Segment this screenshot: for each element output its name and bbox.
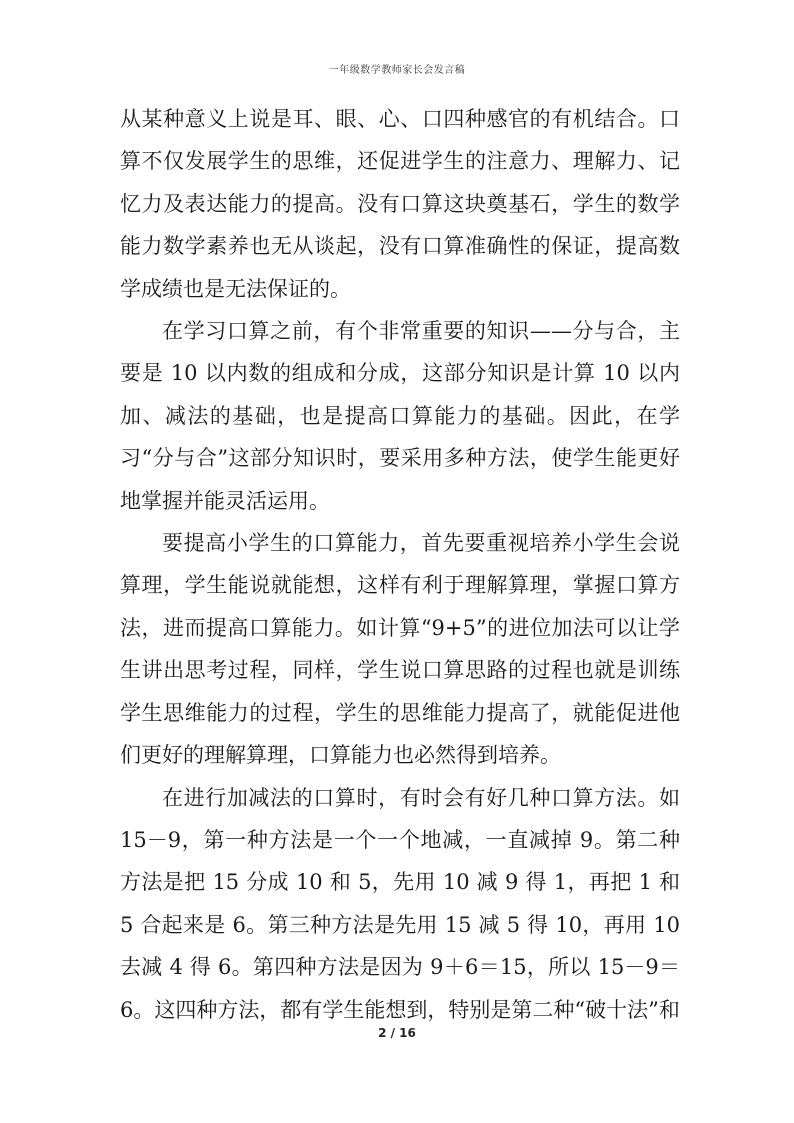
- page-header-title: 一年级数学教师家长会发言稿: [328, 65, 466, 76]
- page-number: 2 / 16: [378, 1026, 416, 1040]
- paragraph-4: 在进行加减法的口算时，有时会有好几种口算方法。如 15－9，第一种方法是一个一个地减，一直减掉 9。第二种方法是把 15 分成 10 和 5，先用 10 减 9 得 1，再把 1 和 5 合起来是 6。第三种方法是先用 15 减 5 得 10，再用 10 去减 4 得 6。第四种方法是因为 9＋6＝15，所以 15－9＝6。这四种方法，都有学生能想到，特别是第二种“破十法”和: [120, 785, 680, 1022]
- body-text: [120, 98, 680, 1031]
- paragraph-3: 要提高小学生的口算能力，首先要重视培养小学生会说算理，学生能说就能想，这样有利于理解算理，掌握口算方法，进而提高口算能力。如计算“9+5”的进位加法可以让学生讲出思考过程，同样，学生说口算思路的过程也就是训练学生思维能力的过程，学生的思维能力提高了，就能促进他们更好的理解算理，口算能力也必然得到培养。: [120, 531, 680, 768]
- paragraph-2: 在学习口算之前，有个非常重要的知识——分与合，主要是 10 以内数的组成和分成，这部分知识是计算 10 以内加、减法的基础，也是提高口算能力的基础。因此，在学习“分与合”这部分知识时，要采用多种方法，使学生能更好地掌握并能灵活运用。: [120, 319, 680, 513]
- paragraph-1: 从某种意义上说是耳、眼、心、口四种感官的有机结合。口算不仅发展学生的思维，还促进学生的注意力、理解力、记忆力及表达能力的提高。没有口算这块奠基石，学生的数学能力数学素养也无从谈起，没有口算准确性的保证，提高数学成绩也是无法保证的。: [120, 107, 680, 301]
